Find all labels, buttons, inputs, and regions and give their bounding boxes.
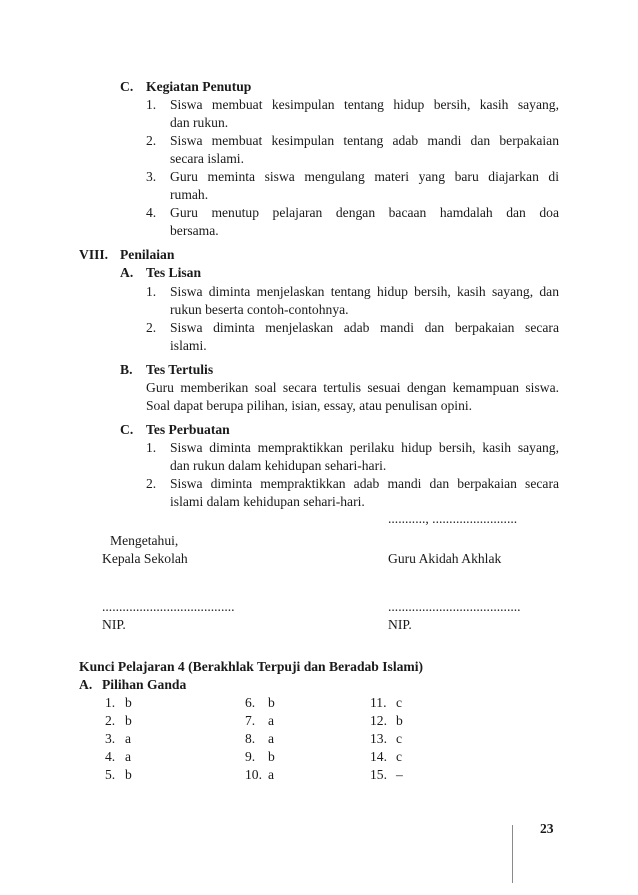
list-item-text: rukun beserta contoh-contohnya. (170, 302, 349, 317)
answer-number: 8. (245, 731, 256, 746)
answer-value: c (396, 731, 403, 746)
section-viii-title: Penilaian (120, 247, 175, 262)
list-item-number: 2. (146, 476, 157, 491)
answer-number: 12. (370, 713, 387, 728)
answer-number: 10. (245, 767, 262, 782)
kunci-section-title: Pilihan Ganda (102, 677, 187, 692)
subsection-b-title: Tes Tertulis (146, 362, 214, 377)
answer-value: a (268, 767, 275, 782)
list-item-text: dan rukun. (170, 115, 229, 130)
answer-number: 13. (370, 731, 387, 746)
section-c-letter: C. (120, 79, 134, 94)
footer-divider (512, 825, 513, 883)
subsection-a-title: Tes Lisan (146, 265, 202, 280)
nip-right: NIP. (388, 617, 412, 632)
subsection-c-letter: C. (120, 422, 134, 437)
answer-value: b (125, 713, 132, 728)
signature-line-right: ....................................... (388, 599, 521, 614)
list-item-text: Guru menutup pelajaran dengan bacaan hamdalah dan doa (170, 205, 559, 220)
list-item-text: Siswa membuat kesimpulan tentang adab mandi dan berpakaian (170, 133, 559, 148)
answer-value: b (125, 695, 132, 710)
answer-value: c (396, 749, 403, 764)
answer-value: b (268, 749, 275, 764)
answer-number: 11. (370, 695, 387, 710)
answer-value: a (125, 731, 132, 746)
guru-label: Guru Akidah Akhlak (388, 551, 502, 566)
place-date-line: ..........., ......................... (388, 511, 518, 526)
paragraph-text: Soal dapat berupa pilihan, isian, essay, atau penulisan opini. (146, 398, 473, 413)
answer-value: b (125, 767, 132, 782)
paragraph-text: Guru memberikan soal secara tertulis sesuai dengan kemampuan siswa. (146, 380, 559, 395)
answer-value: b (396, 713, 403, 728)
answer-number: 14. (370, 749, 387, 764)
list-item-text: dan rukun dalam kehidupan sehari-hari. (170, 458, 387, 473)
answer-number: 7. (245, 713, 256, 728)
answer-number: 4. (105, 749, 116, 764)
signature-line-left: ....................................... (102, 599, 235, 614)
answer-value: – (396, 767, 403, 782)
answer-number: 9. (245, 749, 256, 764)
kunci-section-letter: A. (79, 677, 93, 692)
list-item-text: secara islami. (170, 151, 244, 166)
subsection-c-title: Tes Perbuatan (146, 422, 230, 437)
section-c-title: Kegiatan Penutup (146, 79, 252, 94)
list-item-text: Siswa diminta menjelaskan tentang hidup bersih, kasih sayang, dan (170, 284, 559, 299)
answer-number: 5. (105, 767, 116, 782)
section-viii-number: VIII. (79, 247, 109, 262)
kunci-title: Kunci Pelajaran 4 (Berakhlak Terpuji dan Beradab Islami) (79, 659, 424, 674)
list-item-text: Siswa membuat kesimpulan tentang hidup bersih, kasih sayang, (170, 97, 559, 112)
kepala-sekolah-label: Kepala Sekolah (102, 551, 188, 566)
list-item-text: Guru meminta siswa mengulang materi yang baru diajarkan di (170, 169, 559, 184)
list-item-text: bersama. (170, 223, 219, 238)
list-item-text: Siswa diminta mempraktikkan adab mandi dan berpakaian secara (170, 476, 559, 491)
answer-number: 3. (105, 731, 116, 746)
list-item-number: 2. (146, 320, 157, 335)
answer-value: a (125, 749, 132, 764)
list-item-text: rumah. (170, 187, 209, 202)
answer-number: 6. (245, 695, 256, 710)
list-item-text: islami dalam kehidupan sehari-hari. (170, 494, 365, 509)
page-number: 23 (540, 821, 554, 836)
list-item-number: 1. (146, 440, 157, 455)
nip-left: NIP. (102, 617, 126, 632)
answer-number: 15. (370, 767, 387, 782)
mengetahui-label: Mengetahui, (110, 533, 179, 548)
list-item-text: Siswa diminta mempraktikkan perilaku hidup bersih, kasih sayang, (170, 440, 559, 455)
answer-number: 1. (105, 695, 116, 710)
list-item-number: 3. (146, 169, 157, 184)
answer-value: c (396, 695, 403, 710)
list-item-number: 2. (146, 133, 157, 148)
list-item-text: Siswa diminta menjelaskan adab mandi dan berpakaian secara (170, 320, 559, 335)
list-item-text: islami. (170, 338, 207, 353)
list-item-number: 1. (146, 97, 157, 112)
subsection-b-letter: B. (120, 362, 133, 377)
subsection-a-letter: A. (120, 265, 134, 280)
answer-number: 2. (105, 713, 116, 728)
list-item-number: 1. (146, 284, 157, 299)
answer-value: a (268, 713, 275, 728)
answer-value: b (268, 695, 275, 710)
answer-value: a (268, 731, 275, 746)
list-item-number: 4. (146, 205, 157, 220)
